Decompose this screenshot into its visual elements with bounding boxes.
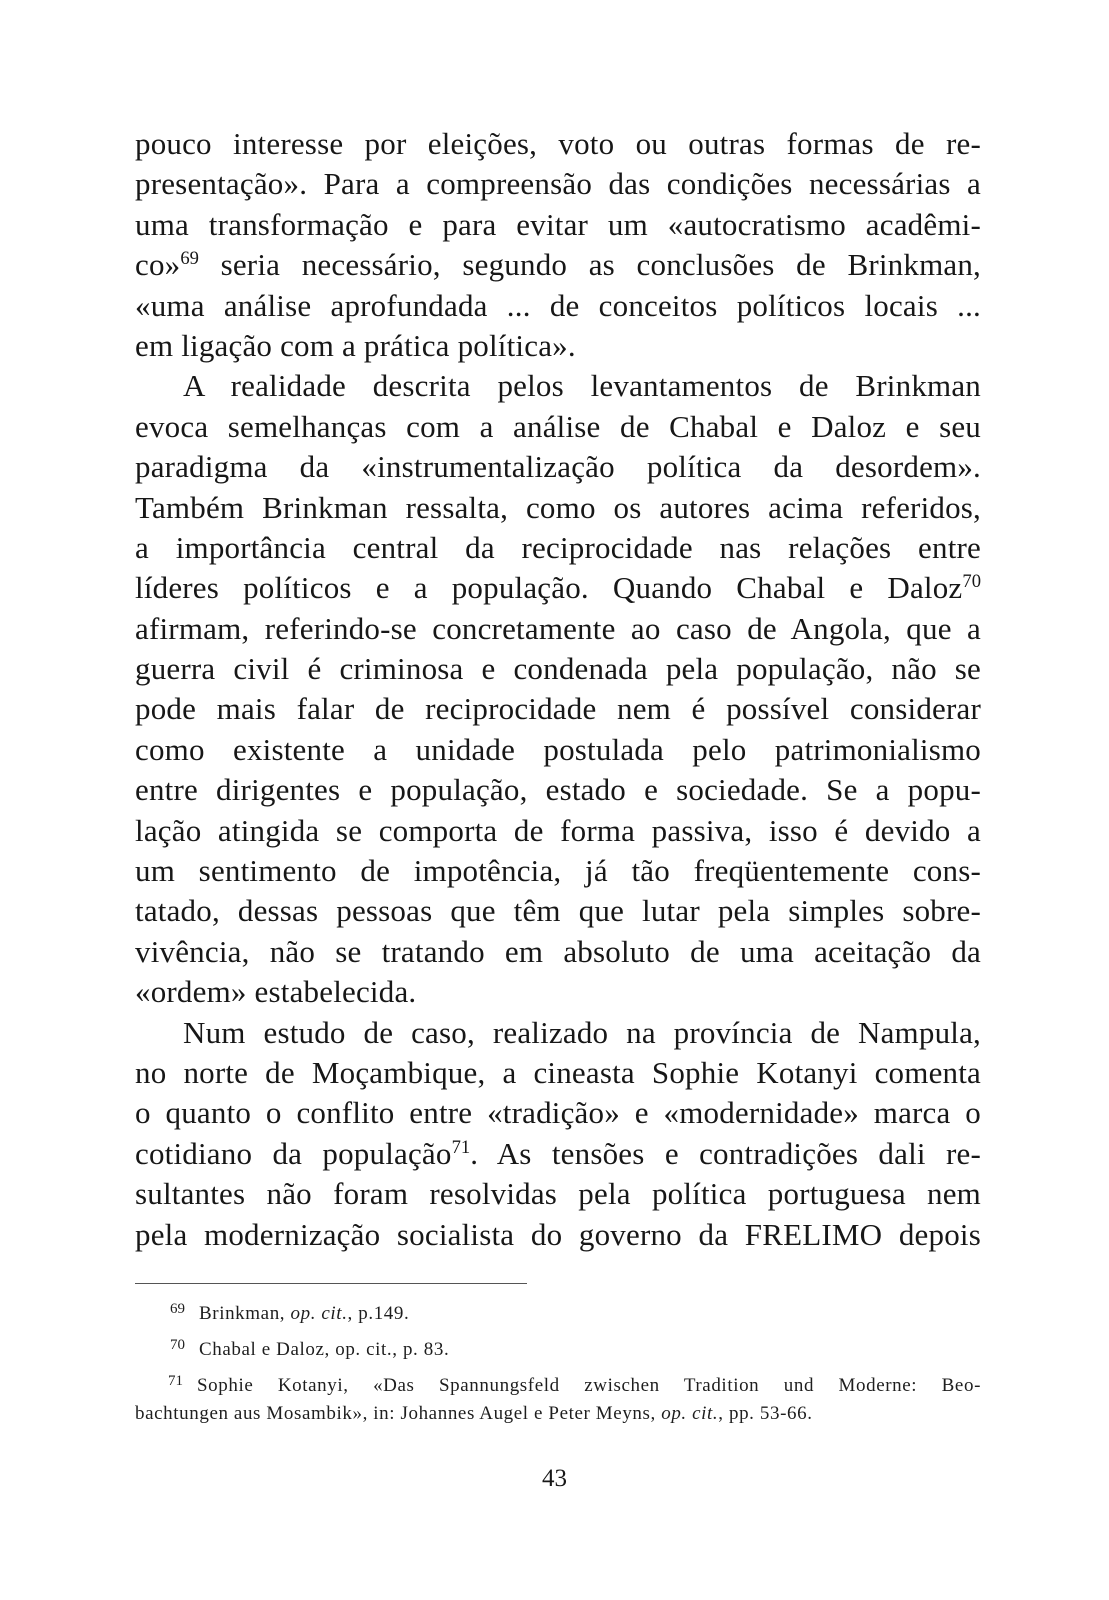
text-line: A realidade descrita pelos levantamentos de Brinkman [183, 368, 981, 404]
footnote-line [135, 1372, 981, 1400]
text-run: líderes políticos e a população. Quando Chabal e Daloz [135, 570, 963, 606]
text-line: Num estudo de caso, realizado na província de Nampula, [183, 1014, 981, 1050]
footnote-70 [135, 1332, 981, 1368]
text-line: guerra civil é criminosa e condenada pela população, não se [135, 651, 981, 687]
text-line: um sentimento de impotência, já tão freqüentemente cons- [135, 853, 981, 889]
text-line: pela modernização socialista do governo da FRELIMO depois [135, 1216, 981, 1252]
footnote-71 [135, 1372, 981, 1428]
text-line: evoca semelhanças com a análise de Chabal e Daloz e seu [135, 408, 981, 444]
text-line: em ligação com a prática política». [135, 327, 576, 363]
footnote-text: Brinkman, [199, 1303, 291, 1324]
text-line: no norte de Moçambique, a cineasta Sophie Kotanyi comenta [135, 1054, 981, 1090]
text-line: pouco interesse por eleições, voto ou outras formas de re- [135, 126, 981, 161]
text-line: afirmam, referindo-se concretamente ao caso de Angola, que a [135, 610, 981, 646]
footnote-ref: 70 [962, 571, 981, 593]
footnote-italic: op. cit. [661, 1403, 719, 1424]
text-line: presentação». Para a compreensão das condições necessárias a [135, 166, 981, 202]
paragraph [135, 1013, 981, 1255]
footnote-ref: 69 [180, 248, 199, 270]
text-line: uma transformação e para evitar um «autocratismo acadêmi- [135, 206, 981, 242]
footnote-text: Sophie Kotanyi, «Das Spannungsfeld zwischen Tradition und Moderne: Beo- [197, 1375, 981, 1396]
text-run: . As tensões e contradições dali re- [470, 1135, 981, 1171]
footnote-text: , pp. 53-66. [718, 1403, 813, 1424]
footnote-number: 69 [170, 1301, 185, 1317]
footnote-number: 71 [168, 1373, 183, 1389]
text-line: sultantes não foram resolvidas pela política portuguesa nem [135, 1176, 981, 1212]
paragraph [135, 366, 981, 1012]
text-line: vivência, não se tratando em absoluto de uma aceitação da [135, 933, 981, 969]
text-line: a importância central da reciprocidade nas relações entre [135, 529, 981, 565]
paragraph [135, 124, 981, 366]
footnote-text: bachtungen aus Mosambik», in: Johannes Augel e Peter Meyns, [135, 1403, 662, 1424]
text-line [135, 1134, 981, 1174]
text-run: seria necessário, segundo as conclusões de Brinkman, [198, 247, 981, 283]
text-line: paradigma da «instrumentalização política da desordem». [135, 449, 981, 485]
footnotes [135, 1296, 981, 1428]
footnote-line [135, 1400, 981, 1428]
text-line: lação atingida se comporta de forma passiva, isso é devido a [135, 812, 981, 848]
text-line: pode mais falar de reciprocidade nem é possível considerar [135, 691, 981, 727]
footnote-69 [135, 1296, 981, 1332]
footnote-italic: op. cit. [290, 1303, 348, 1324]
footnote-text: Chabal e Daloz, op. cit., p. 83. [199, 1339, 450, 1360]
text-run: cotidiano da população [135, 1135, 452, 1171]
footnote-number: 70 [170, 1337, 185, 1353]
text-line [135, 245, 981, 285]
footnote-divider [135, 1283, 527, 1284]
footnote-text: , p.149. [347, 1303, 410, 1324]
footnote-ref: 71 [451, 1136, 471, 1158]
text-line [135, 568, 981, 608]
page-number: 43 [542, 1465, 567, 1492]
text-line: como existente a unidade postulada pelo patrimonialismo [135, 731, 981, 767]
text-line: «ordem» estabelecida. [135, 974, 417, 1010]
text-run: co» [135, 247, 181, 283]
text-line: Também Brinkman ressalta, como os autores acima referidos, [135, 489, 981, 525]
text-line: o quanto o conflito entre «tradição» e «modernidade» marca o [135, 1095, 981, 1131]
body-text [135, 124, 981, 1255]
text-line: «uma análise aprofundada ... de conceitos políticos locais ... [135, 287, 981, 323]
text-line: entre dirigentes e população, estado e sociedade. Se a popu- [135, 772, 981, 808]
text-line: tatado, dessas pessoas que têm que lutar pela simples sobre- [135, 893, 981, 929]
